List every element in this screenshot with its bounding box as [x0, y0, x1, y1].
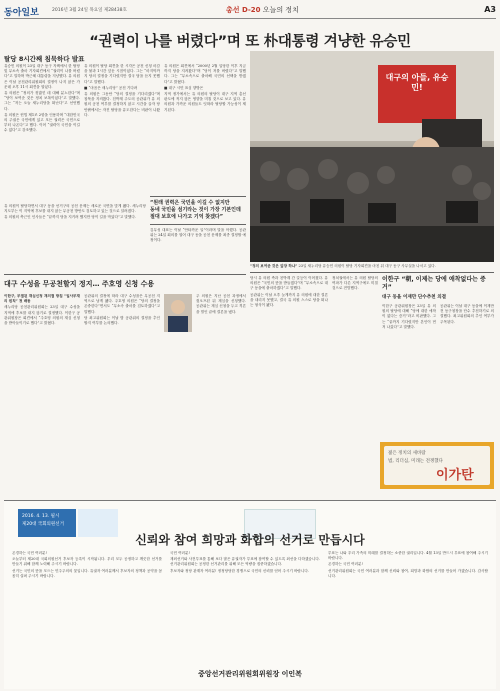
main-headline: “권력이 나를 버렸다”며 또 朴대통령 겨냥한 유승민 — [89, 34, 411, 50]
election-notice — [4, 500, 496, 689]
article-column-8: 주 의원은 지난 공천 과정에서 컷오프된 뒤 재심을 신청했다. 공관위는 재심 신청을 두고 격론을 벌인 끝에 결론을 냈다. — [196, 294, 246, 314]
election-date: 2016. 4. 13. 필시 — [22, 514, 60, 519]
publication-logo: 동아일보 — [4, 8, 39, 18]
notice-column-1: 존경하는 국민 여러분! 오늘부터 제20대 국회의원선거 후보자 등록이 시작됩니다. 우리 모두 공정하고 깨끗한 선거를 만들기 위해 함께 노력해 주시기 바랍니다. 선거는 국민의 뜻을 모으는 민주주의의 꽃입니다. 유권자 여러분께서 후보자의 정책과 공약을 꼼꼼히 살펴 주시기 바랍니다. — [12, 551, 162, 578]
ad-brand: 이가탄 — [436, 468, 474, 483]
article-column-10: 정치권에서는 유 의원 탈당의 여파가 다른 지역구에도 미칠 것으로 전망했다. — [332, 276, 378, 291]
reporter-photo — [164, 294, 192, 332]
article-column-12: 공관위는 이날 대구 동을에 이재만 전 동구청장을 단수 추천하기로 의결했다. 최고위원회의 추인 여부가 주목된다. — [440, 304, 494, 324]
right-headline: 이한구 “朝, 이제는 당에 애착없다는 증거” — [382, 276, 486, 291]
article-column-6: 이한구, 부결된 재심신청 재의결 방침 “일사부재의 원칙” 첫 배동 새누리당 공천관리위원회는 23일 대구 수성을 지역에 후보를 내지 않기로 결정했다. 이한구 공관위원장은 회견에서 “주호영 의원의 재심 신청을 받아들이기로 했다”고 밝혔다. — [4, 294, 80, 326]
page-header — [4, 4, 496, 19]
pull-quote-line-3: 절대 보호에 나가고 기억 찾겠다” — [150, 214, 224, 220]
article-column-3: 유 의원은 회견에서 “2000년 2월 입당한 이후 지금까지 당을 지켜왔다”며 “당이 저를 버렸다”고 말했다. 그는 “무소속으로 출마해 국민의 선택을 받겠다”고 밝혔다. ■ 대구 시민 표심 향방은 지역 정가에서는 유 의원의 탈당이 대구 지역 총선 판도에 적지 않은 영향을 미칠 것으로 보고 있다. 유 의원과 가까운 의원들도 잇따라 탈당할 가능성이 제기된다. — [164, 64, 246, 112]
article-column-1: 유승민 의원이 23일 대구 동구 자택에서 한 탈당 및 무소속 출마 기자회견에서 “권력이 나를 버렸다”고 말하며 박근혜 대통령을 겨냥했다. 유 의원은 이날 공천관리위원회의 결정이 나지 않은 가운데 오후 11시 회견을 열었다. 유 의원은 “정의가 짓밟힌 데 대해 분노한다”며 “당이 보여준 것은 정치 보복이었다”고 말했다. 그는 “저는 오늘 새누리당을 떠난다”고 선언했다. 유 의원은 헌법 제1조 2항을 인용하며 “대한민국의 주권은 국민에게 있고 모든 권력은 국민으로부터 나온다”고 했다. 이어 “권력이 국민을 이길 수 없다”고 강조했다. — [4, 64, 80, 133]
section-name: 오늘의 정치 — [262, 6, 299, 14]
quote-rule-top — [150, 196, 246, 197]
issue-date: 2016년 3월 24일 목요일 제28438호 — [52, 8, 127, 13]
ad-line-2: 법, 리더십, 미래는 전쟁했다 — [388, 459, 443, 464]
page-number: A3 — [484, 5, 496, 14]
article-column-5: 김무성 대표는 이날 “안타까운 일”이라며 말을 아꼈다. 공관위는 24일 회의를 열어 대구 동을 공천 문제를 최종 결정할 예정이다. — [150, 228, 246, 243]
notice-column-2: 국민 여러분! 재외선거와 사전투표를 통해 보다 많은 유권자가 투표에 참여할 수 있도록 최선을 다하겠습니다. 선거관리위원회는 공정한 선거관리를 위해 모든 역량을 집중하겠습니다. 후보자와 정당 관계자 여러분! 정정당당한 경쟁으로 국민의 신뢰를 얻어 주시기 바랍니다. — [170, 551, 320, 573]
subheadline-2: 대구 수성을 무공천할지 정지… 주호영 신청 수용 — [4, 280, 155, 288]
article-column-11: 이한구 공관위원장은 23일 유 의원의 탈당에 대해 “당에 대한 애착이 없다는 증거”라고 비판했다. 그는 “끝까지 기다렸지만 본인이 먼저 나갔다”고 말했다. — [382, 304, 436, 329]
pull-quote-line-2: 동네 국민을 섬기라는 것이 가장 기본인데 — [150, 207, 241, 213]
photo-caption: “정의 보여준 것은 앞장 하냐” 23일 새누리당 유승민 의원이 탈당 기자회견을 마친 뒤 대구 동구 사무실을 나서고 있다. — [250, 264, 436, 268]
ad-line-1: 젊은 정치의 새바람 — [388, 451, 426, 456]
advertisement — [380, 442, 494, 489]
photo-illustration — [250, 51, 494, 262]
notice-column-3: 투표는 나와 우리 가족의 미래를 결정하는 소중한 권리입니다. 4월 13일 반드시 투표에 참여해 주시기 바랍니다. 존경하는 국민 여러분! 선거관리위원회는 국민 여러분과 함께 신뢰와 참여, 희망과 화합의 선거를 만들어 가겠습니다. 감사합니다. — [328, 551, 488, 578]
subheadline: 탈당 8시간째 침묵하다 발표 — [4, 55, 85, 63]
right-subheadline: 대구 동을 이재만 단수추천 의결 — [382, 295, 447, 300]
article-column-7: 공관위의 결정에 따라 대구 수성을은 무공천 지역으로 남게 됐다. 주호영 의원은 “당의 결정을 존중한다”면서도 “무소속 출마를 검토하겠다”고 말했다. 당 최고위원회는 이날 밤 공관위의 결정을 추인할지 여부를 논의했다. — [84, 294, 160, 326]
article-column-4: 유 의원이 탈당하면서 대구 동을 선거구의 공천 문제는 새로운 국면을 맞게 됐다. 새누리당 지도부는 이 지역에 후보를 내지 않는 무공천 방안도 검토하고 있는 것으로 알려졌다. 유 의원의 측근인 인사들은 “끝까지 당을 지키려 했지만 당이 길을 막았다”고 말했다. — [4, 204, 146, 220]
section-label — [226, 5, 299, 15]
section-prefix: 총선 D-20 — [226, 6, 261, 14]
election-name: 제20대 국회의원선거 — [22, 522, 64, 527]
pull-quote-line-1: “원래 권력은 국민을 이길 수 없지만 — [150, 200, 230, 206]
pull-quote — [150, 200, 246, 221]
section-divider-right — [250, 272, 494, 273]
article-column-2: 유 의원이 탈당 회견을 한 시각은 공천 신청 마감을 불과 1시간 앞둔 시점이었다. 그는 “마지막까지 당의 결정을 기다렸지만 결국 답을 듣지 못했다”고 말했다. ■ “마음은 새누리당” 공천 기다려 유 의원은 그동안 “당의 결정을 기다리겠다”며 침묵을 지켜왔다. 친박계 주도의 공관위가 유 의원의 공천 여부를 결정하지 않고 시간을 끌자 당 안팎에서는 자진 탈당을 유도한다는 비판이 나왔다. — [84, 64, 160, 117]
notice-headline: 신뢰와 참여 희망과 화합의 선거로 만듭시다 — [135, 533, 365, 547]
news-photo — [250, 51, 494, 262]
photo-placard-text: 대구의 아들, 유승민! — [385, 73, 449, 92]
quote-rule-bottom — [150, 224, 246, 225]
notice-signature: 중앙선거관리위원회위원장 이인복 — [198, 670, 302, 678]
section-divider-left — [4, 274, 246, 275]
photo-caption-title: “정의 보여준 것은 앞장 하냐” — [250, 264, 298, 268]
article-column-9: 당시 유 의원 측과 친박계 간 갈등이 이어졌다. 유 의원은 “국민의 뜻을 받들겠다”며 “무소속으로 대구 동을에 출마하겠다”고 말했다. 공관위는 이날 오후 늦게까지 유 의원에 대한 결론을 내리지 못했고, 결국 유 의원 스스로 당을 떠나는 형식이 됐다. — [250, 276, 328, 308]
